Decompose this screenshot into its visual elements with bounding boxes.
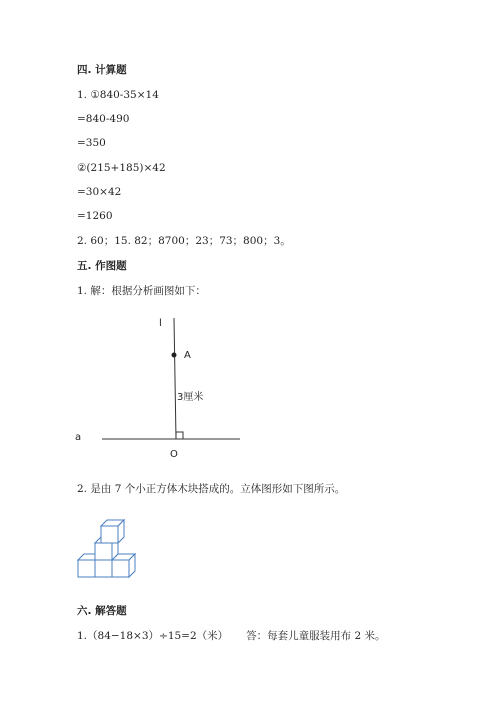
solve-line-1	[77, 629, 386, 643]
calc-line-1: 1. ①840-35×14	[77, 89, 159, 101]
calc-line-6: =1260	[77, 210, 113, 222]
section-heading-solve: 六. 解答题	[77, 605, 127, 617]
drawing-answer-1: 1. 解：根据分析画图如下：	[77, 285, 206, 297]
label-A: A	[184, 350, 191, 361]
label-length: 3厘米	[177, 392, 204, 403]
calc-line-4: ②(215+185)×42	[77, 162, 166, 174]
solve-calculation: 1.（84−18×3）÷15=2（米）	[77, 630, 229, 642]
perpendicular-line-l	[174, 318, 176, 439]
cube-stack-figure	[72, 515, 152, 580]
calc-line-2: =840-490	[77, 113, 130, 125]
perpendicular-figure	[70, 312, 250, 462]
label-a: a	[75, 432, 82, 443]
calc-line-7: 2. 60；15. 82；8700；23；73；800；3。	[77, 235, 291, 247]
solve-answer: 答：每套儿童服装用布 2 米。	[246, 630, 386, 642]
calc-line-5: =30×42	[77, 186, 122, 198]
section-heading-calculation: 四. 计算题	[77, 64, 127, 76]
calc-line-3: =350	[77, 137, 106, 149]
label-l: l	[159, 318, 162, 329]
point-A	[172, 353, 177, 358]
label-O: O	[170, 449, 178, 460]
drawing-answer-2: 2. 是由 7 个小正方体木块搭成的。立体图形如下图所示。	[77, 483, 346, 495]
section-heading-drawing: 五. 作图题	[77, 260, 127, 272]
right-angle-mark	[176, 432, 183, 439]
